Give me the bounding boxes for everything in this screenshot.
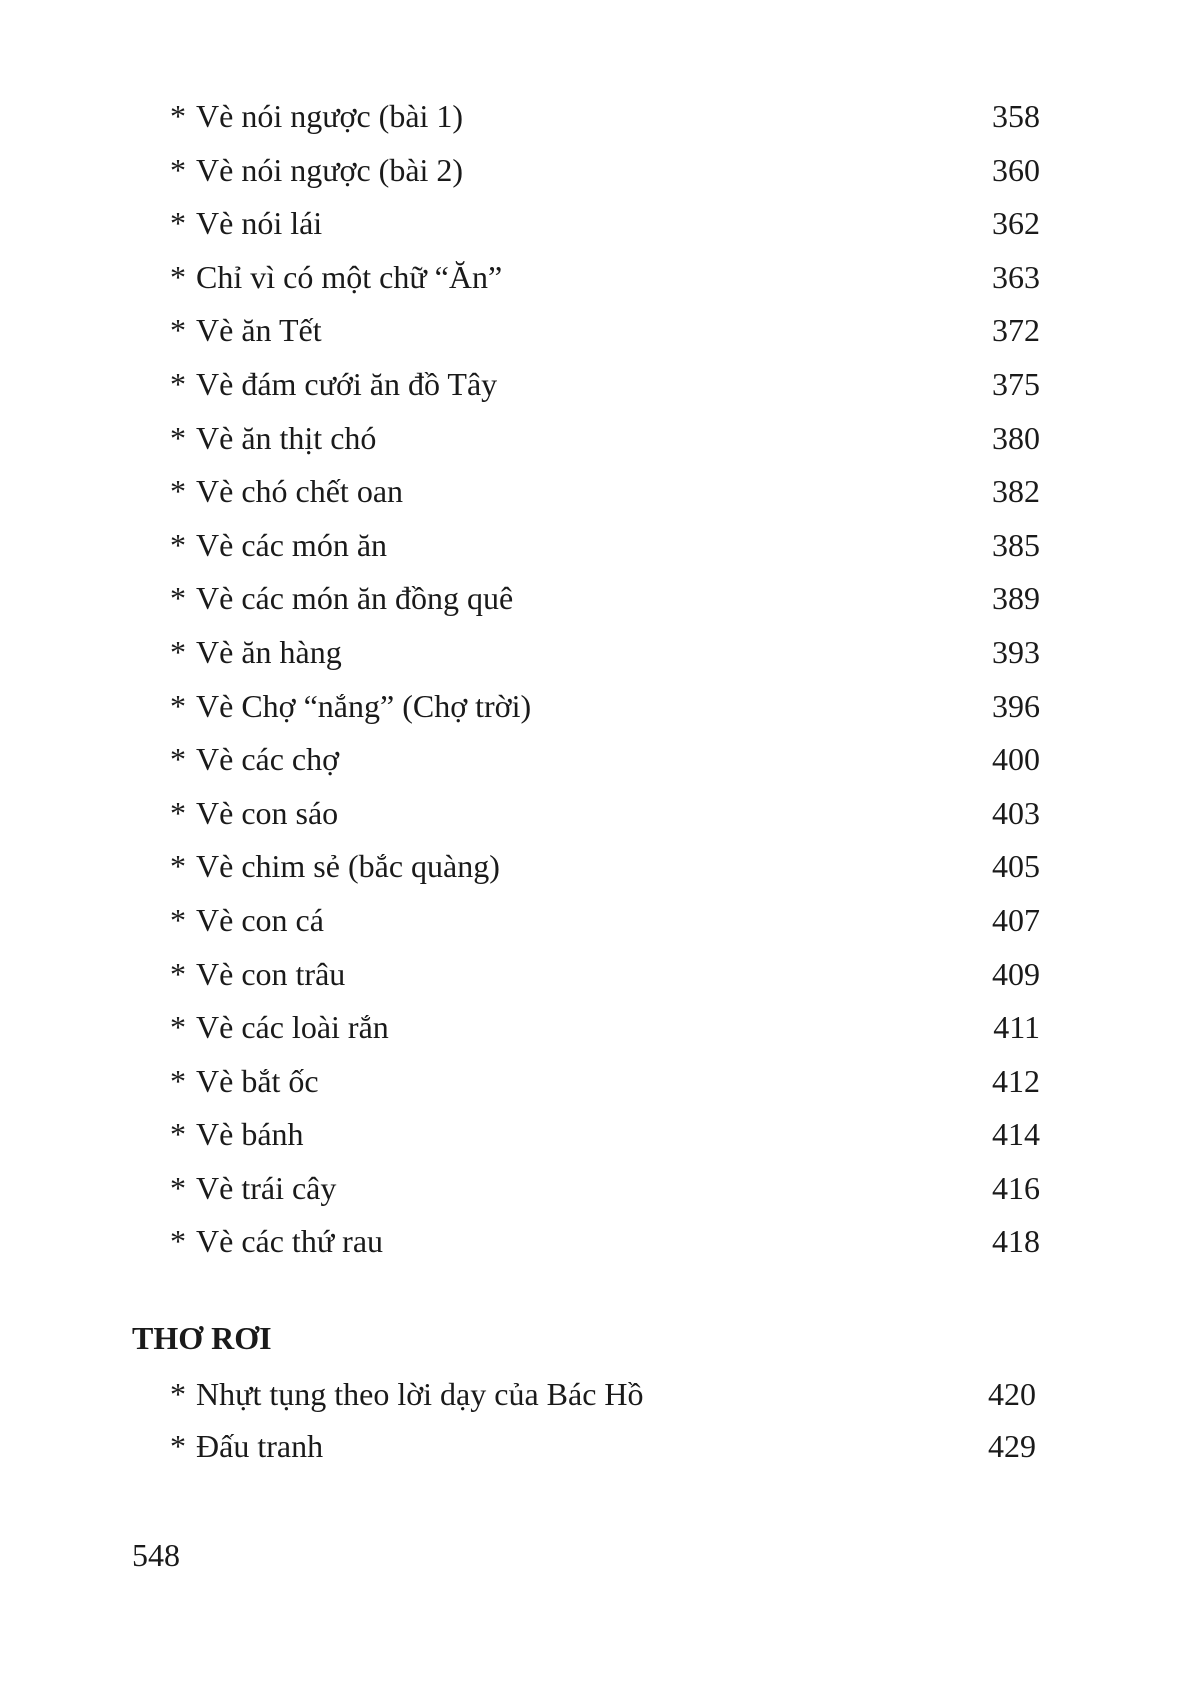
- toc-entry: [170, 733, 1040, 787]
- toc-entry-title: Đấu tranh: [196, 1428, 324, 1464]
- toc-entry-page: 393: [992, 633, 1040, 670]
- toc-entry: [170, 412, 1040, 466]
- bullet-marker: *: [170, 741, 186, 778]
- toc-entry-title: Chỉ vì có một chữ “Ăn”: [196, 258, 503, 295]
- toc-entry-page: 429: [988, 1428, 1036, 1464]
- toc-entry-title: Vè các chợ: [196, 741, 340, 778]
- toc-entry-title: Vè đám cưới ăn đồ Tây: [196, 365, 498, 402]
- toc-entry-page: 414: [992, 1116, 1040, 1153]
- section-toc-list: [170, 1368, 1036, 1472]
- toc-entry-page: 380: [992, 419, 1040, 456]
- toc-entry-page: 412: [992, 1062, 1040, 1099]
- toc-entry-title: Vè các thứ rau: [196, 1223, 384, 1260]
- toc-entry-title: Vè bắt ốc: [196, 1062, 319, 1099]
- toc-entry: [170, 626, 1040, 680]
- toc-entry-page: 358: [992, 98, 1040, 134]
- toc-entry-page: 362: [992, 205, 1040, 242]
- toc-entry-title: Vè bánh: [196, 1116, 304, 1153]
- toc-entry: [170, 680, 1040, 734]
- toc-entry: [170, 1108, 1040, 1162]
- bullet-marker: *: [170, 794, 186, 831]
- toc-entry-page: 409: [992, 955, 1040, 992]
- toc-entry-page: 363: [992, 258, 1040, 295]
- bullet-marker: *: [170, 955, 186, 992]
- bullet-marker: *: [170, 526, 186, 563]
- toc-entry-title: Vè các loài rắn: [196, 1009, 389, 1046]
- toc-entry-title: Vè nói ngược (bài 1): [196, 98, 464, 134]
- bullet-marker: *: [170, 365, 186, 402]
- bullet-marker: *: [170, 1169, 186, 1206]
- toc-entry: [170, 1055, 1040, 1109]
- toc-entry-title: Vè các món ăn đồng quê: [196, 580, 514, 617]
- toc-entry-title: Vè ăn Tết: [196, 312, 322, 349]
- toc-entry: [170, 358, 1040, 412]
- toc-entry-page: 385: [992, 526, 1040, 563]
- toc-entry-title: Vè nói ngược (bài 2): [196, 151, 464, 188]
- toc-entry-title: Vè chó chết oan: [196, 473, 404, 510]
- toc-entry: [170, 251, 1040, 305]
- toc-entry: [170, 1162, 1040, 1216]
- toc-entry-title: Vè trái cây: [196, 1169, 337, 1206]
- toc-entry-page: 403: [992, 794, 1040, 831]
- toc-entry-page: 396: [992, 687, 1040, 724]
- toc-entry: [170, 197, 1040, 251]
- toc-entry: [170, 572, 1040, 626]
- page-number: 548: [132, 1537, 180, 1573]
- toc-entry-page: 420: [988, 1376, 1036, 1412]
- bullet-marker: *: [170, 1428, 186, 1464]
- toc-entry-page: 400: [992, 741, 1040, 778]
- toc-entry-title: Vè Chợ “nắng” (Chợ trời): [196, 687, 532, 724]
- bullet-marker: *: [170, 1376, 186, 1412]
- toc-entry-title: Vè ăn hàng: [196, 633, 342, 670]
- bullet-marker: *: [170, 580, 186, 617]
- bullet-marker: *: [170, 1062, 186, 1099]
- bullet-marker: *: [170, 151, 186, 188]
- toc-entry: [170, 519, 1040, 573]
- toc-entry-title: Vè nói lái: [196, 205, 323, 242]
- toc-entry: [170, 90, 1040, 144]
- toc-entry: [170, 894, 1040, 948]
- bullet-marker: *: [170, 258, 186, 295]
- toc-entry: [170, 840, 1040, 894]
- toc-entry-title: Vè con sáo: [196, 794, 339, 831]
- toc-entry-page: 360: [992, 151, 1040, 188]
- bullet-marker: *: [170, 1116, 186, 1153]
- toc-entry-page: 382: [992, 473, 1040, 510]
- toc-entry: [170, 948, 1040, 1002]
- toc-entry-title: Vè chim sẻ (bắc quàng): [196, 848, 500, 885]
- toc-entry-title: Nhựt tụng theo lời dạy của Bác Hồ: [196, 1376, 644, 1412]
- toc-list: [170, 90, 1040, 1269]
- bullet-marker: *: [170, 1009, 186, 1046]
- bullet-marker: *: [170, 633, 186, 670]
- bullet-marker: *: [170, 98, 186, 134]
- toc-entry: [170, 1215, 1040, 1269]
- bullet-marker: *: [170, 848, 186, 885]
- toc-entry-title: Vè con cá: [196, 901, 324, 938]
- toc-entry-title: Vè con trâu: [196, 955, 346, 992]
- toc-entry-page: 389: [992, 580, 1040, 617]
- toc-entry: [170, 144, 1040, 198]
- bullet-marker: *: [170, 1223, 186, 1260]
- bullet-marker: *: [170, 205, 186, 242]
- toc-entry: [170, 787, 1040, 841]
- bullet-marker: *: [170, 901, 186, 938]
- toc-entry: [170, 1368, 1036, 1420]
- toc-entry: [170, 1420, 1036, 1472]
- bullet-marker: *: [170, 473, 186, 510]
- toc-entry-title: Vè ăn thịt chó: [196, 419, 377, 456]
- toc-entry-page: 375: [992, 365, 1040, 402]
- toc-entry: [170, 465, 1040, 519]
- toc-entry: [170, 304, 1040, 358]
- toc-entry-page: 416: [992, 1169, 1040, 1206]
- toc-entry-page: 372: [992, 312, 1040, 349]
- bullet-marker: *: [170, 419, 186, 456]
- bullet-marker: *: [170, 687, 186, 724]
- toc-entry-page: 418: [992, 1223, 1040, 1260]
- bullet-marker: *: [170, 312, 186, 349]
- toc-entry-page: 407: [992, 901, 1040, 938]
- toc-entry-title: Vè các món ăn: [196, 526, 388, 563]
- section-heading: THƠ RƠI: [132, 1320, 272, 1356]
- toc-entry-page: 411: [993, 1009, 1040, 1046]
- toc-entry: [170, 1001, 1040, 1055]
- toc-entry-page: 405: [992, 848, 1040, 885]
